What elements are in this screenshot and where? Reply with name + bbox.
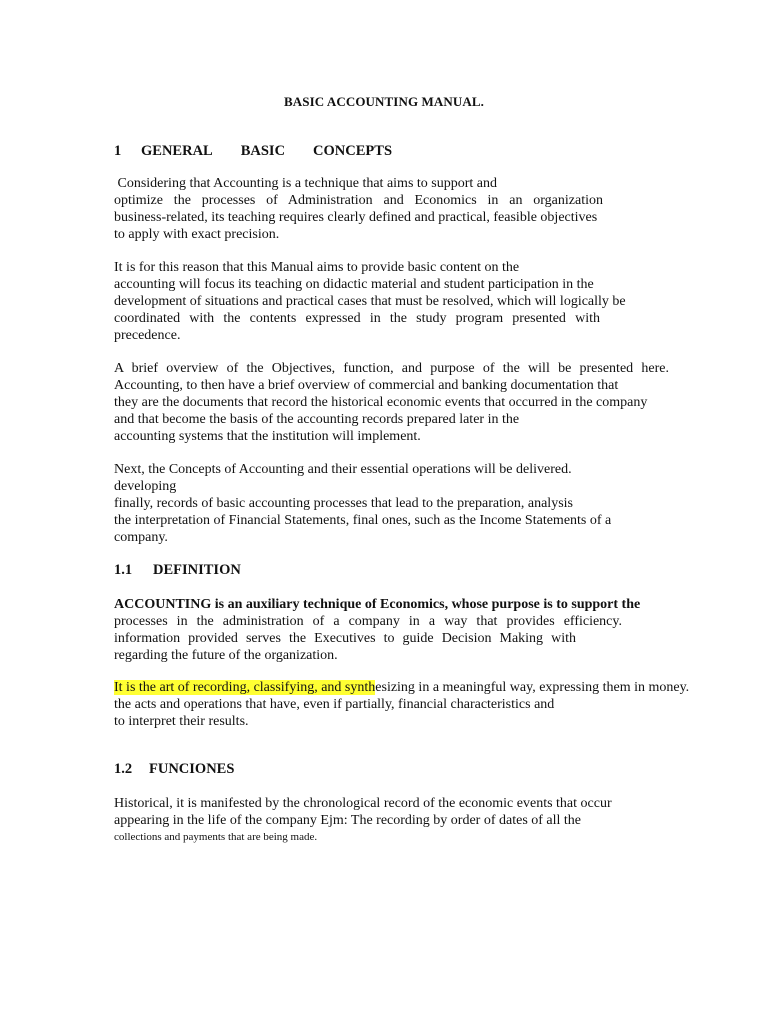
text-line: coordinated with the contents expressed in the study program presented with (114, 311, 600, 326)
highlighted-text: It is the art of recording, classifying, and synth (114, 680, 376, 695)
text-line: Historical, it is manifested by the chronological record of the economic events that occur (114, 796, 612, 811)
text-line: information provided serves the Executives to guide Decision Making with (114, 631, 576, 646)
text-line: they are the documents that record the historical economic events that occurred in the company (114, 395, 648, 410)
text-line: to apply with exact precision. (114, 227, 280, 242)
text-line: company. (114, 530, 168, 545)
section-heading-1-2 (114, 761, 234, 778)
paragraph-definition (114, 596, 674, 664)
text-line: the interpretation of Financial Statements, final ones, such as the Income Statements of a (114, 513, 612, 528)
document-title: BASIC ACCOUNTING MANUAL. (284, 94, 484, 109)
paragraph-next (114, 461, 674, 546)
text-line: A brief overview of the Objectives, function, and purpose of the will be presented here. (114, 361, 669, 376)
text-line: accounting will focus its teaching on didactic material and student participation in the (114, 277, 594, 292)
section-number: 1.1 (114, 562, 133, 578)
text-line: business-related, its teaching requires clearly defined and practical, feasible objectives (114, 210, 598, 225)
text-line (114, 679, 694, 696)
text-line: development of situations and practical cases that must be resolved, which will logically be (114, 294, 626, 309)
section-heading-1-1 (114, 562, 241, 579)
paragraph-purpose (114, 259, 674, 344)
heading-label: DEFINITION (153, 562, 241, 578)
text-line: optimize the processes of Administration and Economics in an organization (114, 193, 603, 208)
paragraph-intro (114, 175, 634, 243)
text-line: processes in the administration of a company in a way that provides efficiency. (114, 614, 622, 629)
text-line: Next, the Concepts of Accounting and their essential operations will be delivered. (114, 462, 572, 477)
text-line: to interpret their results. (114, 714, 249, 729)
text-line: the acts and operations that have, even if partially, financial characteristics and (114, 697, 555, 712)
text-line: ACCOUNTING is an auxiliary technique of Economics, whose purpose is to support the (114, 597, 641, 612)
section-number: 1 (114, 143, 122, 159)
text-line: developing (114, 479, 177, 494)
text-line: Accounting, to then have a brief overview of commercial and banking documentation that (114, 378, 619, 393)
section-number: 1.2 (114, 761, 133, 777)
text-line: It is for this reason that this Manual aims to provide basic content on the (114, 260, 520, 275)
text-line: Considering that Accounting is a technique that aims to support and (114, 176, 497, 191)
heading-word: GENERAL (141, 143, 213, 159)
text-line: appearing in the life of the company Ejm: The recording by order of dates of all the (114, 813, 582, 828)
text-line: collections and payments that are being made. (114, 831, 318, 843)
text-line: finally, records of basic accounting processes that lead to the preparation, analysis (114, 496, 573, 511)
paragraph-overview (114, 360, 674, 445)
text-line: accounting systems that the institution will implement. (114, 429, 421, 444)
paragraph-functions (114, 795, 674, 846)
heading-label: FUNCIONES (149, 761, 235, 777)
text-run: esizing in a meaningful way, expressing them in money. (375, 680, 690, 695)
text-line: precedence. (114, 328, 181, 343)
heading-word: BASIC (240, 143, 286, 159)
section-heading-1 (114, 143, 392, 160)
text-line: and that become the basis of the accounting records prepared later in the (114, 412, 520, 427)
paragraph-art (114, 679, 694, 730)
text-line: regarding the future of the organization. (114, 648, 338, 663)
heading-word: CONCEPTS (313, 143, 393, 159)
